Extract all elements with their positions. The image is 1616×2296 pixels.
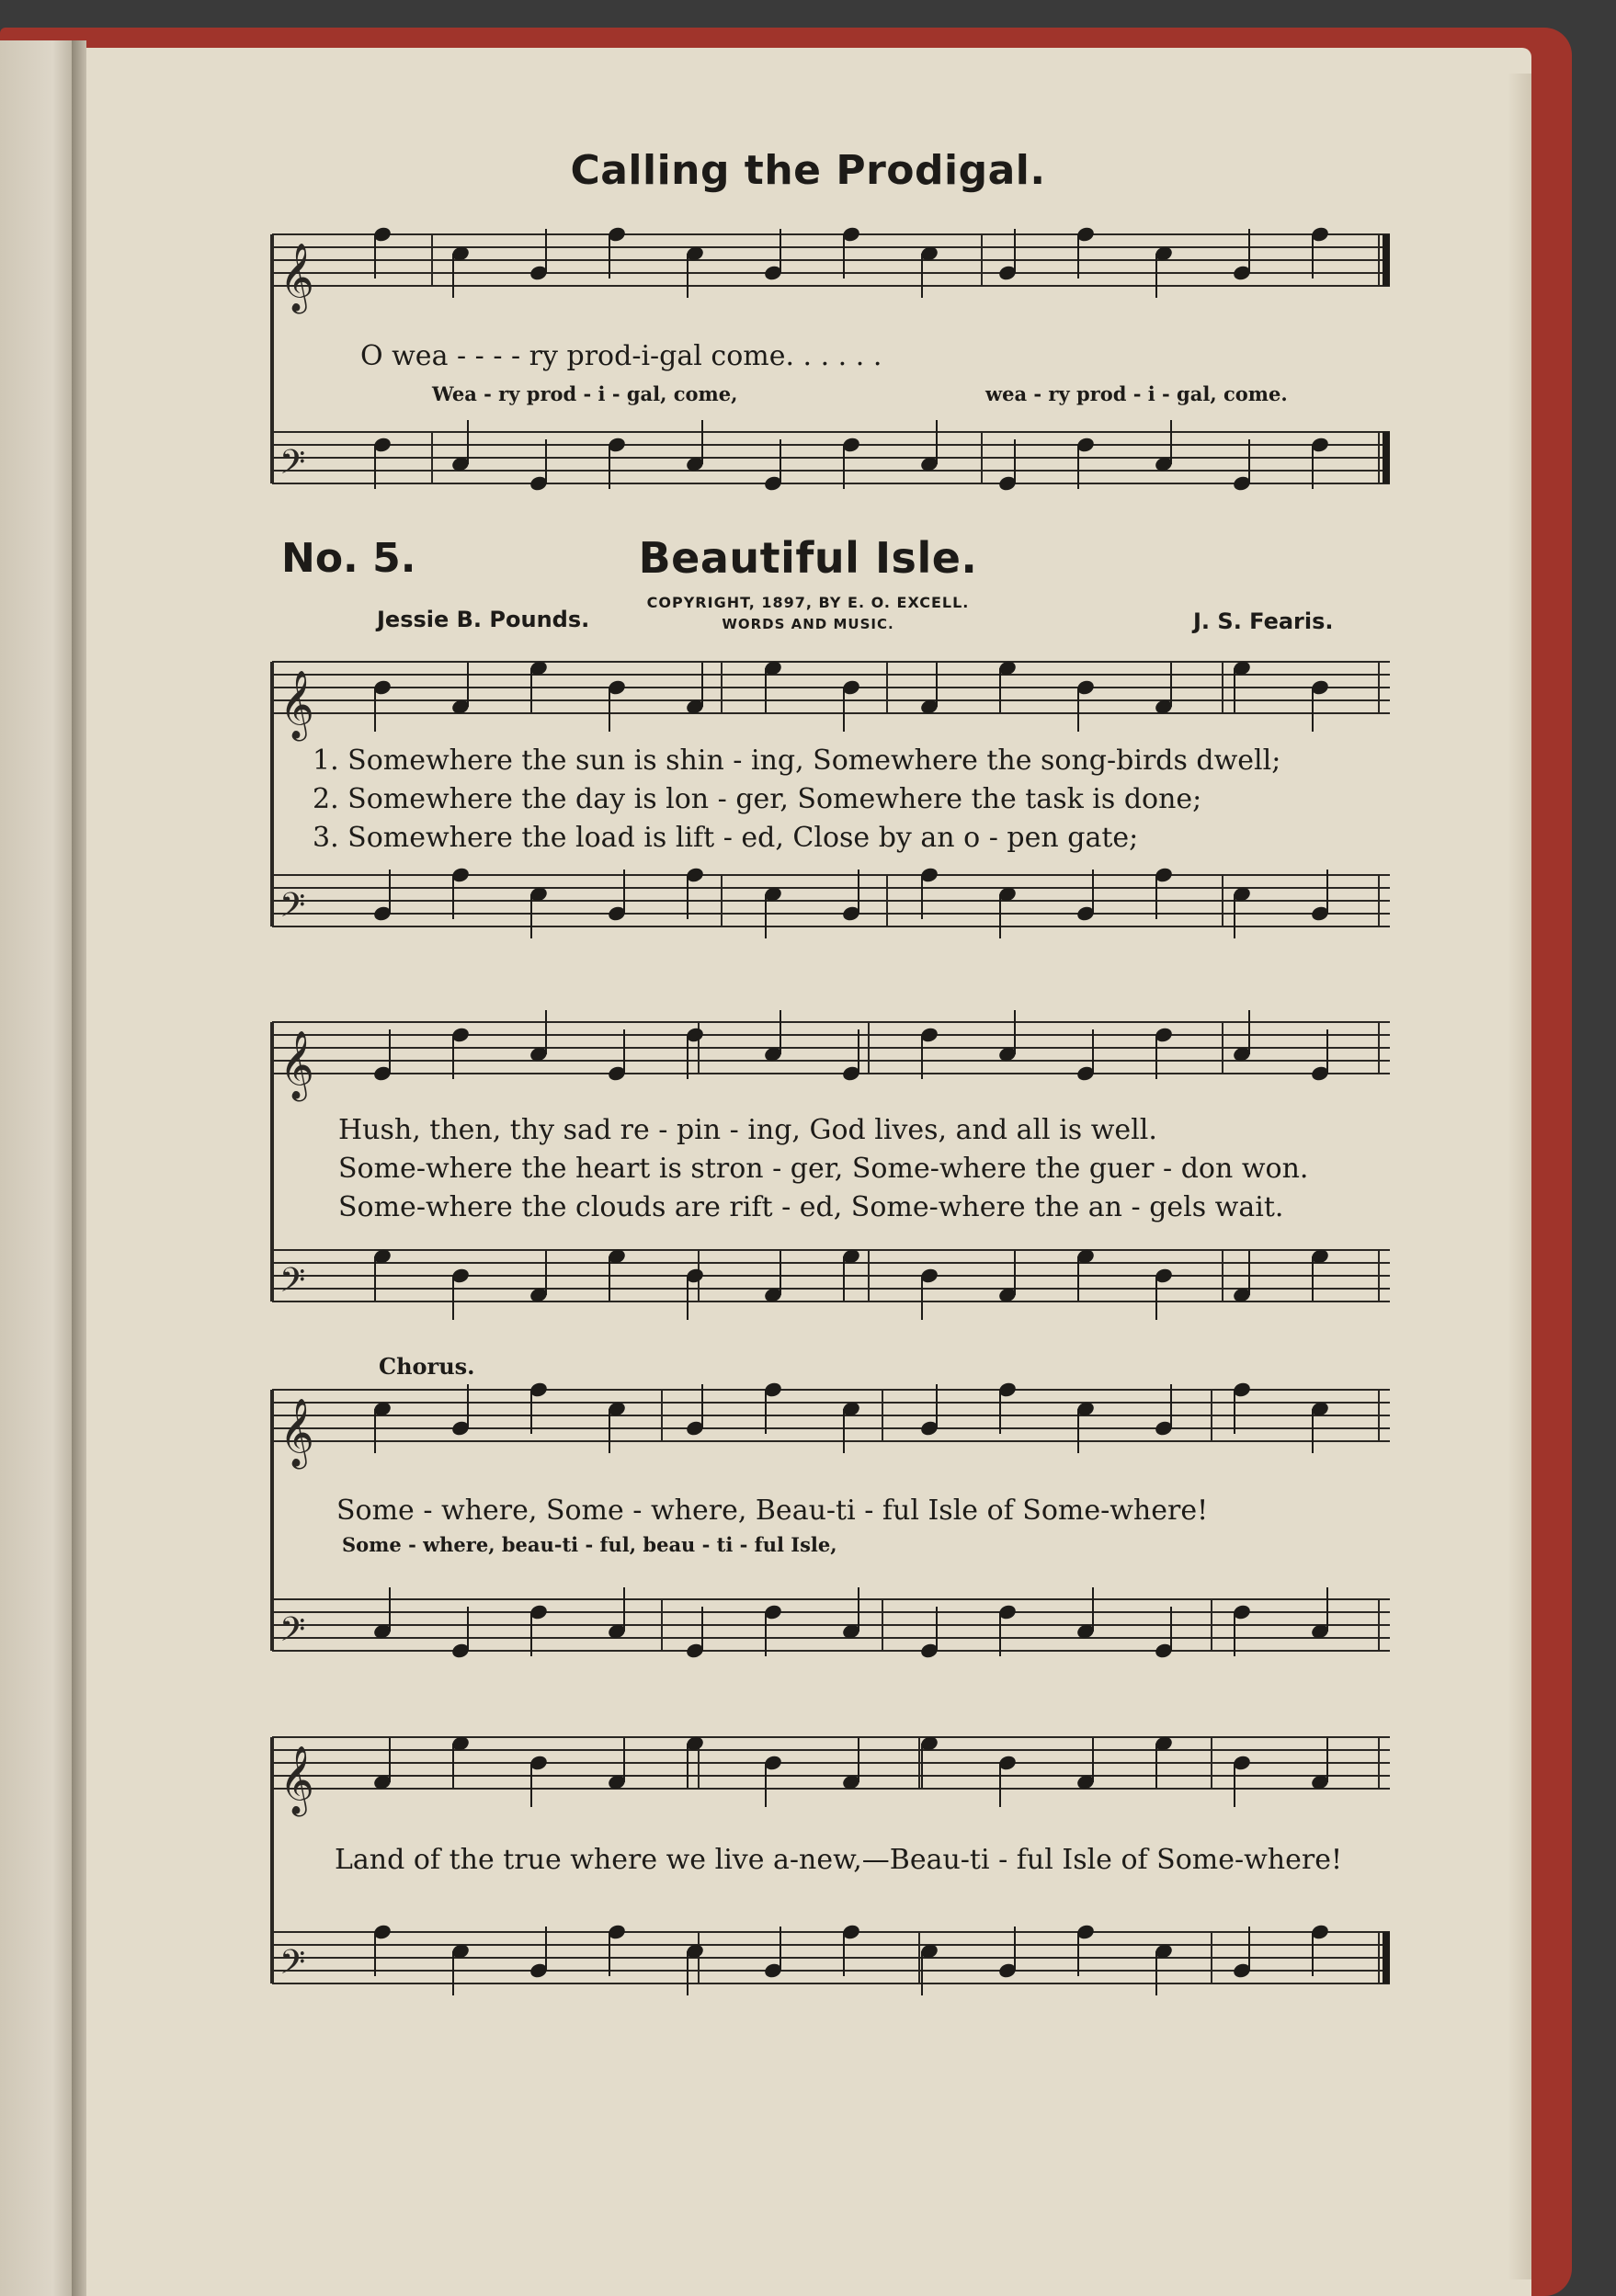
copyright-sub: WORDS AND MUSIC. [722, 616, 894, 632]
bass-clef-icon: 𝄢 [279, 1943, 306, 1990]
treble-clef-icon: 𝄞 [279, 1746, 314, 1814]
chorus-line1-alt: Some - where, beau-ti - ful, beau - ti - ful Isle, [342, 1533, 837, 1556]
treble-clef-icon: 𝄞 [279, 1399, 314, 1467]
hymn1-title: Calling the Prodigal. [570, 147, 1046, 194]
verse3-line1: 3. Somewhere the load is lift - ed, Close by an o - pen gate; [313, 822, 1139, 854]
hymn1-lyric-alt-1: Wea - ry prod - i - gal, come, [432, 382, 738, 405]
bass-clef-icon: 𝄢 [279, 443, 306, 490]
chorus-label: Chorus. [379, 1353, 475, 1380]
bass-clef-icon: 𝄢 [279, 886, 306, 933]
verse1-line1: 1. Somewhere the sun is shin - ing, Somewhere the song-birds dwell; [313, 744, 1281, 777]
bass-clef-icon: 𝄢 [279, 1610, 306, 1657]
verse3-line2: Some-where the clouds are rift - ed, Some-where the an - gels wait. [338, 1191, 1284, 1223]
final-bar [1383, 234, 1390, 286]
hymn1-lyric-alt-2: wea - ry prod - i - gal, come. [985, 382, 1288, 405]
composer: J. S. Fearis. [1193, 608, 1334, 634]
author: Jessie B. Pounds. [377, 607, 590, 632]
treble-clef-icon: 𝄞 [279, 671, 314, 739]
hymn-number: No. 5. [281, 535, 416, 582]
copyright: COPYRIGHT, 1897, BY E. O. EXCELL. [646, 594, 970, 611]
hymn2-title: Beautiful Isle. [638, 533, 978, 583]
chorus-line2: Land of the true where we live a-new,—Beau-ti - ful Isle of Some-where! [335, 1844, 1343, 1876]
hymn1-lyric-main: O wea - - - - ry prod-i-gal come. . . . . . [360, 340, 882, 372]
treble-clef-icon: 𝄞 [279, 1031, 314, 1099]
treble-clef-icon: 𝄞 [279, 244, 314, 312]
final-bar [1383, 432, 1390, 483]
final-bar [1383, 1932, 1390, 1983]
verse1-line2: Hush, then, thy sad re - pin - ing, God lives, and all is well. [338, 1114, 1157, 1146]
verse2-line2: Some-where the heart is stron - ger, Some-where the guer - don won. [338, 1153, 1309, 1185]
chorus-line1: Some - where, Some - where, Beau-ti - ful Isle of Some-where! [336, 1495, 1209, 1527]
verse2-line1: 2. Somewhere the day is lon - ger, Somewhere the task is done; [313, 783, 1202, 815]
bass-clef-icon: 𝄢 [279, 1261, 306, 1308]
